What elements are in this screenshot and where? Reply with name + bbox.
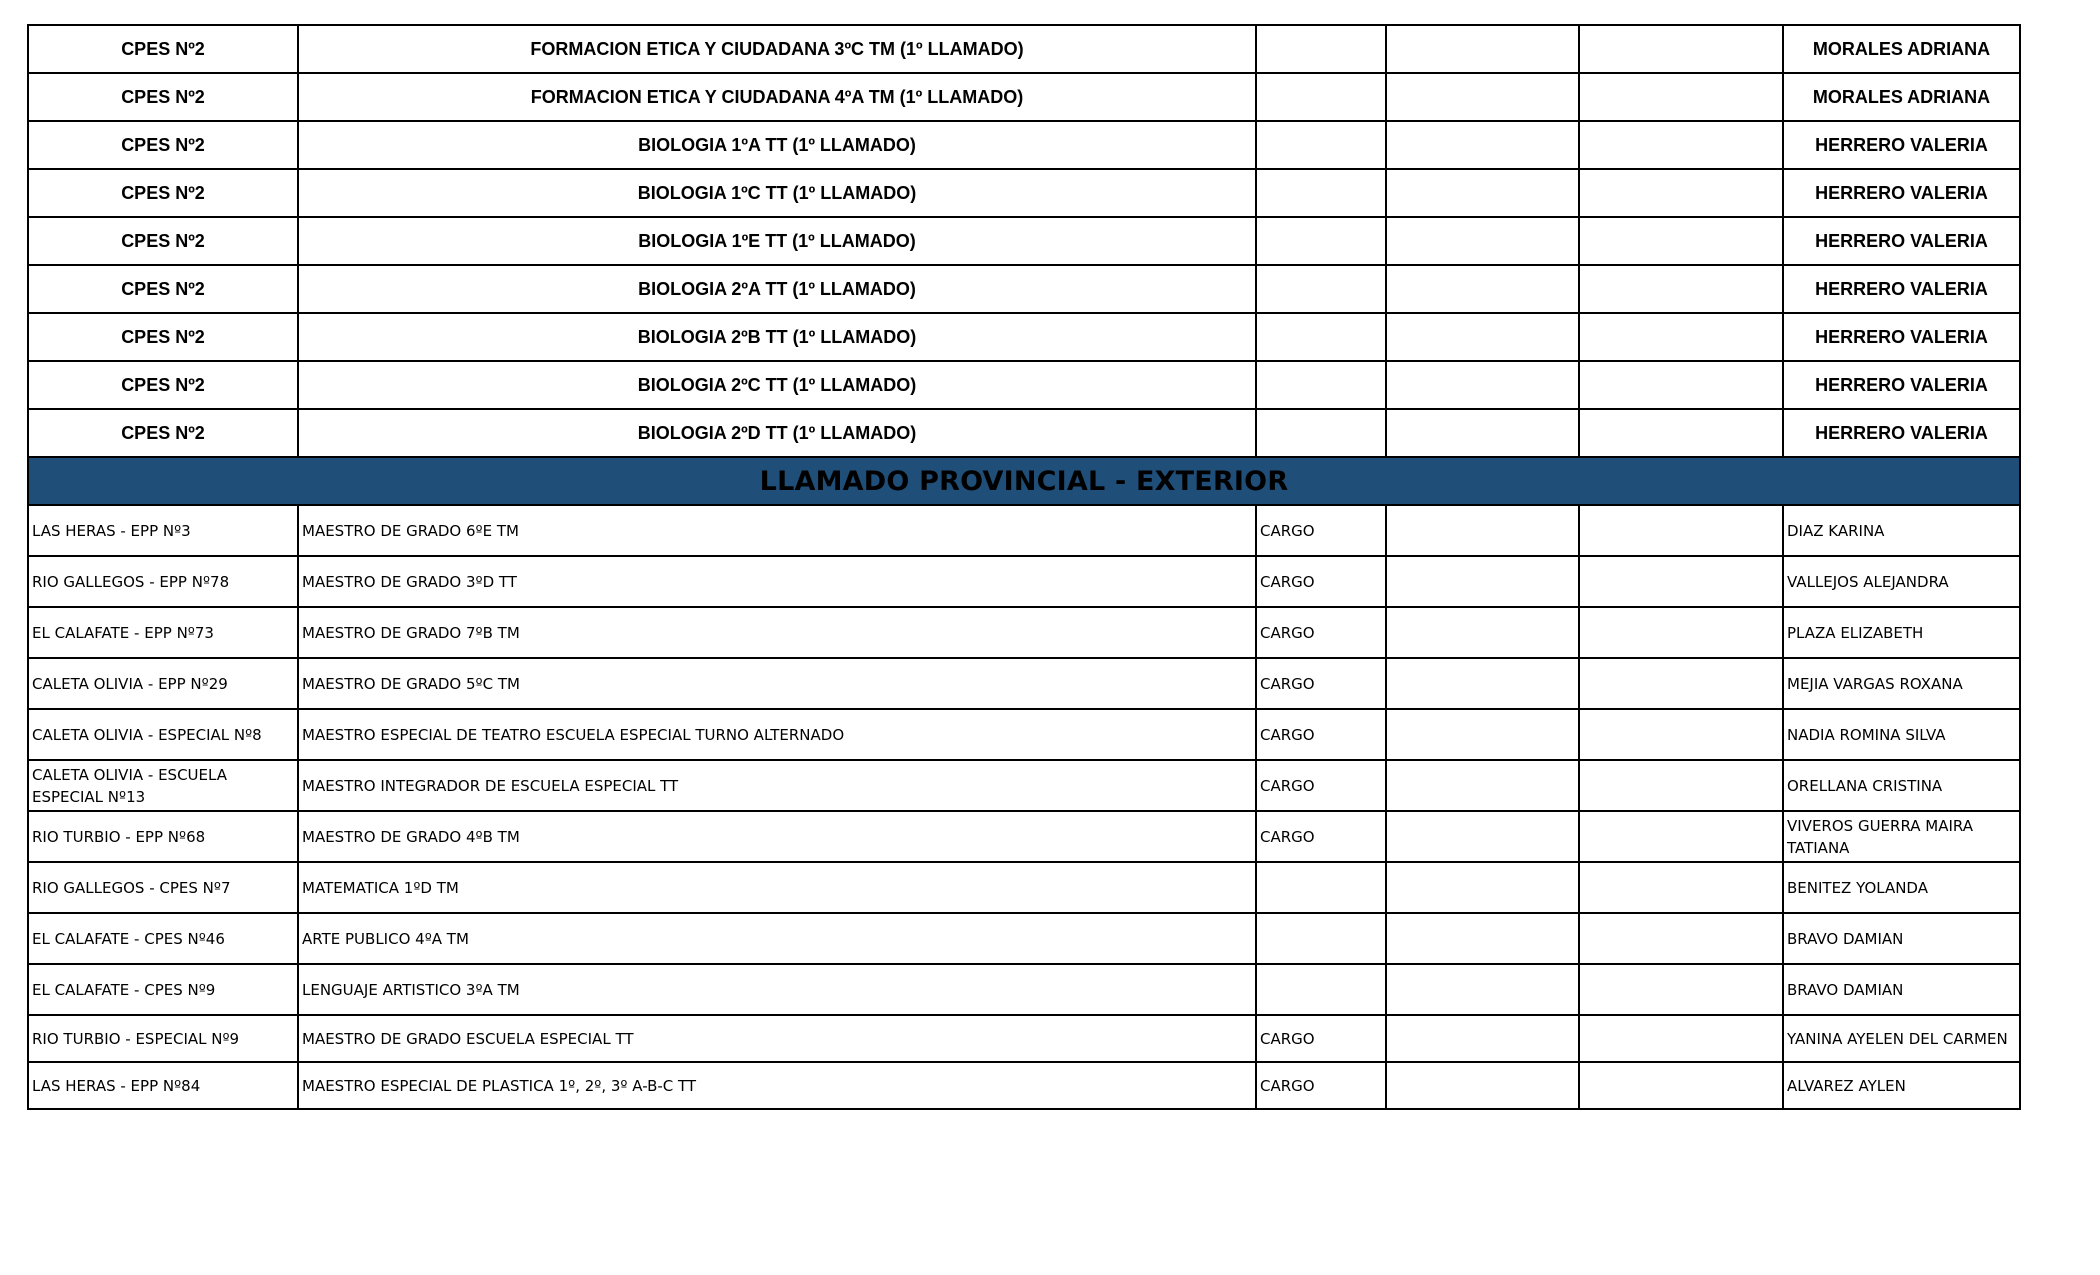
cell-espacio: ARTE PUBLICO 4ºA TM [298,913,1256,964]
cell-empty [1386,658,1579,709]
cell-empty [1256,217,1386,265]
cell-docente: MORALES ADRIANA [1783,25,2020,73]
cell-empty [1386,760,1579,811]
cell-empty [1386,709,1579,760]
cell-empty [1386,964,1579,1015]
section-header: LLAMADO PROVINCIAL - EXTERIOR [28,457,2020,505]
cell-empty [1256,409,1386,457]
cell-empty [1579,409,1783,457]
cell-espacio: BIOLOGIA 1ºE TT (1º LLAMADO) [298,217,1256,265]
cell-espacio: BIOLOGIA 2ºA TT (1º LLAMADO) [298,265,1256,313]
cell-escuela: CPES Nº2 [28,313,298,361]
cell-empty [1386,265,1579,313]
cell-docente: MEJIA VARGAS ROXANA [1783,658,2020,709]
cell-empty [1386,121,1579,169]
cell-empty [1386,25,1579,73]
cell-espacio: BIOLOGIA 2ºB TT (1º LLAMADO) [298,313,1256,361]
cell-empty [1386,217,1579,265]
cell-empty [1256,25,1386,73]
cell-espacio: BIOLOGIA 2ºD TT (1º LLAMADO) [298,409,1256,457]
cell-escuela: CPES Nº2 [28,361,298,409]
cell-empty [1579,1062,1783,1109]
cell-empty [1256,121,1386,169]
table-row [28,964,2020,1015]
cell-empty [1579,25,1783,73]
cell-docente: BRAVO DAMIAN [1783,913,2020,964]
cell-tipo: CARGO [1256,607,1386,658]
cell-tipo [1256,862,1386,913]
cell-empty [1579,505,1783,556]
table-row [28,760,2020,811]
cell-empty [1386,313,1579,361]
cell-espacio: MAESTRO DE GRADO 3ºD TT [298,556,1256,607]
table-row [28,811,2020,862]
cell-docente: BRAVO DAMIAN [1783,964,2020,1015]
cell-escuela: RIO GALLEGOS - CPES Nº7 [28,862,298,913]
cell-docente: BENITEZ YOLANDA [1783,862,2020,913]
cell-docente: HERRERO VALERIA [1783,361,2020,409]
table-row [28,217,2020,265]
cell-docente: HERRERO VALERIA [1783,313,2020,361]
cell-espacio: MATEMATICA 1ºD TM [298,862,1256,913]
cell-escuela: CALETA OLIVIA - EPP Nº29 [28,658,298,709]
cell-espacio: MAESTRO INTEGRADOR DE ESCUELA ESPECIAL TT [298,760,1256,811]
cell-espacio: MAESTRO DE GRADO 6ºE TM [298,505,1256,556]
cell-empty [1386,556,1579,607]
table-row [28,169,2020,217]
cell-escuela: CPES Nº2 [28,265,298,313]
cell-empty [1579,709,1783,760]
table-row [28,658,2020,709]
cell-empty [1579,361,1783,409]
cell-docente: YANINA AYELEN DEL CARMEN [1783,1015,2020,1062]
cell-escuela: CPES Nº2 [28,409,298,457]
cell-empty [1579,169,1783,217]
cell-tipo: CARGO [1256,658,1386,709]
cell-escuela: RIO TURBIO - EPP Nº68 [28,811,298,862]
cell-empty [1386,409,1579,457]
cell-docente: PLAZA ELIZABETH [1783,607,2020,658]
cell-docente: ORELLANA CRISTINA [1783,760,2020,811]
cell-empty [1579,556,1783,607]
cell-espacio: BIOLOGIA 2ºC TT (1º LLAMADO) [298,361,1256,409]
cell-empty [1579,313,1783,361]
cell-espacio: MAESTRO ESPECIAL DE TEATRO ESCUELA ESPECIAL TURNO ALTERNADO [298,709,1256,760]
cell-escuela: EL CALAFATE - EPP Nº73 [28,607,298,658]
cell-escuela: CALETA OLIVIA - ESCUELA ESPECIAL Nº13 [28,760,298,811]
cell-empty [1386,607,1579,658]
cell-espacio: BIOLOGIA 1ºA TT (1º LLAMADO) [298,121,1256,169]
cell-empty [1386,1062,1579,1109]
cell-empty [1579,1015,1783,1062]
cell-docente: VALLEJOS ALEJANDRA [1783,556,2020,607]
table-row [28,409,2020,457]
cell-empty [1579,658,1783,709]
cell-docente: HERRERO VALERIA [1783,409,2020,457]
cell-escuela: EL CALAFATE - CPES Nº46 [28,913,298,964]
cell-tipo [1256,913,1386,964]
cell-escuela: RIO GALLEGOS - EPP Nº78 [28,556,298,607]
cell-tipo: CARGO [1256,556,1386,607]
cell-tipo: CARGO [1256,505,1386,556]
section-header-row [28,457,2020,505]
cell-escuela: LAS HERAS - EPP Nº3 [28,505,298,556]
cell-docente: HERRERO VALERIA [1783,169,2020,217]
cell-escuela: CPES Nº2 [28,121,298,169]
cell-empty [1579,73,1783,121]
cell-escuela: LAS HERAS - EPP Nº84 [28,1062,298,1109]
cell-espacio: MAESTRO DE GRADO 4ºB TM [298,811,1256,862]
table-row [28,25,2020,73]
cell-escuela: CPES Nº2 [28,25,298,73]
table-row [28,556,2020,607]
cell-tipo: CARGO [1256,709,1386,760]
table-row [28,862,2020,913]
cell-docente: NADIA ROMINA SILVA [1783,709,2020,760]
cell-empty [1386,505,1579,556]
cell-escuela: CPES Nº2 [28,73,298,121]
cell-espacio: LENGUAJE ARTISTICO 3ºA TM [298,964,1256,1015]
cell-empty [1579,265,1783,313]
cell-empty [1256,73,1386,121]
table-row [28,607,2020,658]
cell-espacio: MAESTRO DE GRADO 7ºB TM [298,607,1256,658]
cell-docente: HERRERO VALERIA [1783,121,2020,169]
cell-tipo [1256,964,1386,1015]
cell-empty [1579,607,1783,658]
cell-docente: MORALES ADRIANA [1783,73,2020,121]
cell-empty [1256,169,1386,217]
cell-empty [1386,169,1579,217]
cell-empty [1579,862,1783,913]
cell-docente: VIVEROS GUERRA MAIRA TATIANA [1783,811,2020,862]
cell-empty [1386,811,1579,862]
cell-empty [1579,217,1783,265]
cell-tipo: CARGO [1256,760,1386,811]
cell-docente: DIAZ KARINA [1783,505,2020,556]
cell-docente: ALVAREZ AYLEN [1783,1062,2020,1109]
assignments-table [27,24,2021,1110]
cell-espacio: MAESTRO DE GRADO ESCUELA ESPECIAL TT [298,1015,1256,1062]
cell-empty [1386,361,1579,409]
table-row [28,1062,2020,1109]
table-row [28,361,2020,409]
cell-empty [1579,913,1783,964]
cell-empty [1256,361,1386,409]
cell-empty [1256,265,1386,313]
table-row [28,121,2020,169]
table-row [28,913,2020,964]
cell-docente: HERRERO VALERIA [1783,265,2020,313]
cell-empty [1386,913,1579,964]
table-row [28,709,2020,760]
cell-empty [1256,313,1386,361]
cell-empty [1386,73,1579,121]
cell-empty [1386,1015,1579,1062]
cell-empty [1579,811,1783,862]
cell-escuela: CPES Nº2 [28,217,298,265]
cell-espacio: BIOLOGIA 1ºC TT (1º LLAMADO) [298,169,1256,217]
cell-empty [1579,760,1783,811]
cell-espacio: MAESTRO DE GRADO 5ºC TM [298,658,1256,709]
cell-espacio: MAESTRO ESPECIAL DE PLASTICA 1º, 2º, 3º A-B-C TT [298,1062,1256,1109]
cell-escuela: RIO TURBIO - ESPECIAL Nº9 [28,1015,298,1062]
table-row [28,505,2020,556]
cell-espacio: FORMACION ETICA Y CIUDADANA 3ºC TM (1º LLAMADO) [298,25,1256,73]
cell-escuela: EL CALAFATE - CPES Nº9 [28,964,298,1015]
table-row [28,73,2020,121]
table-row [28,313,2020,361]
cell-empty [1579,964,1783,1015]
table-row [28,265,2020,313]
cell-empty [1579,121,1783,169]
cell-tipo: CARGO [1256,1062,1386,1109]
cell-escuela: CPES Nº2 [28,169,298,217]
table-row [28,1015,2020,1062]
cell-escuela: CALETA OLIVIA - ESPECIAL Nº8 [28,709,298,760]
cell-espacio: FORMACION ETICA Y CIUDADANA 4ºA TM (1º LLAMADO) [298,73,1256,121]
cell-tipo: CARGO [1256,1015,1386,1062]
cell-tipo: CARGO [1256,811,1386,862]
cell-docente: HERRERO VALERIA [1783,217,2020,265]
cell-empty [1386,862,1579,913]
